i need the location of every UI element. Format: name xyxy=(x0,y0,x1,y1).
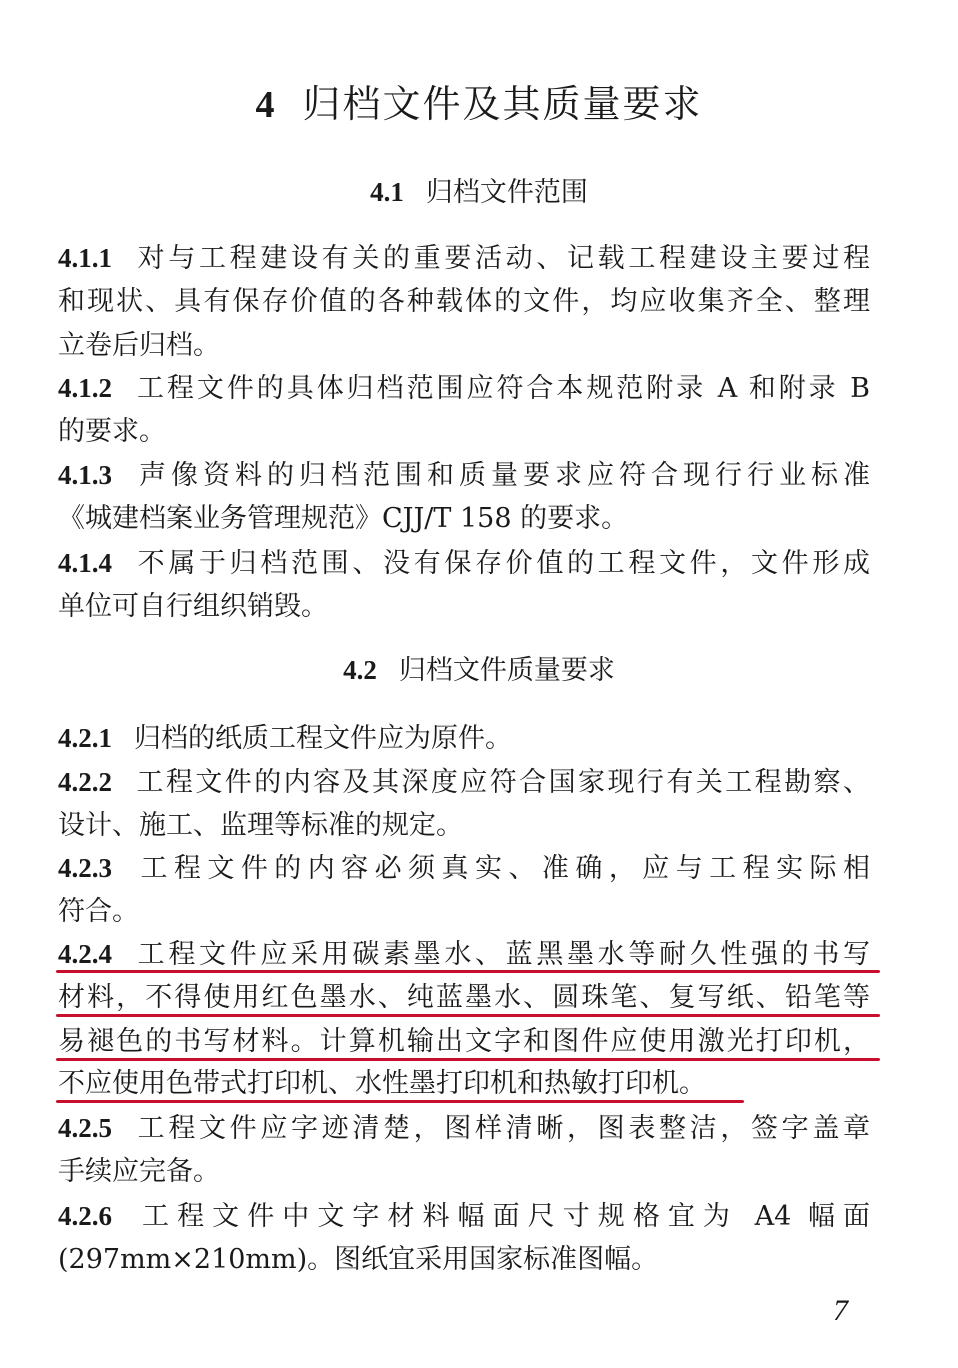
clause-4-2-5-line-2 xyxy=(58,1150,870,1194)
chapter-title xyxy=(0,78,958,131)
clause-text: 工程文件的内容及其深度应符合国家现行有关工程勘察、 xyxy=(134,767,870,798)
clause-4-1-1-line-3 xyxy=(58,324,870,368)
clause-4-2-5-line-1 xyxy=(58,1106,870,1150)
clause-number: 4.1.2 xyxy=(58,373,112,403)
clause-4-1-3-line-2 xyxy=(58,497,870,541)
clause-text: 符合。 xyxy=(58,896,139,927)
clause-number: 4.1.3 xyxy=(58,460,112,490)
section-title-text: 归档文件范围 xyxy=(425,177,588,208)
chapter-number: 4 xyxy=(255,84,277,126)
red-underline xyxy=(56,1014,880,1017)
page-number: 7 xyxy=(833,1294,848,1327)
clause-text: 工程文件应字迹清楚，图样清晰，图表整洁，签字盖章 xyxy=(134,1113,870,1144)
clause-4-2-2-line-2 xyxy=(58,804,870,848)
chapter-title-text: 归档文件及其质量要求 xyxy=(302,82,703,126)
clause-4-1-4-line-2 xyxy=(58,585,870,629)
clause-text: 工程文件应采用碳素墨水、蓝黑墨水等耐久性强的书写 xyxy=(134,939,870,970)
clause-4-2-3-line-1 xyxy=(58,846,870,890)
clause-number: 4.2.5 xyxy=(58,1113,112,1143)
clause-4-2-6-line-1 xyxy=(58,1194,870,1238)
clause-text: 和现状、具有保存价值的各种载体的文件，均应收集齐全、整理 xyxy=(58,286,870,317)
clause-text: 工程文件的内容必须真实、准确，应与工程实际相 xyxy=(134,853,870,884)
clause-4-1-2-line-1 xyxy=(58,366,870,410)
section-number: 4.1 xyxy=(370,177,404,207)
clause-text: 材料，不得使用红色墨水、纯蓝墨水、圆珠笔、复写纸、铅笔等 xyxy=(58,982,870,1013)
clause-text: 立卷后归档。 xyxy=(58,330,220,361)
clause-4-2-3-line-2 xyxy=(58,890,870,934)
red-underline xyxy=(56,1100,744,1103)
clause-4-1-3-line-1 xyxy=(58,453,870,497)
red-underline xyxy=(56,1058,880,1061)
clause-text: 不属于归档范围、没有保存价值的工程文件，文件形成 xyxy=(134,548,870,579)
clause-text: 对与工程建设有关的重要活动、记载工程建设主要过程 xyxy=(134,243,870,274)
clause-text: 声像资料的归档范围和质量要求应符合现行行业标准 xyxy=(134,460,870,491)
clause-text: 的要求。 xyxy=(58,416,166,447)
clause-text: 不应使用色带式打印机、水性墨打印机和热敏打印机。 xyxy=(58,1068,706,1099)
section-title-4-1 xyxy=(0,172,958,213)
clause-number: 4.1.4 xyxy=(58,548,112,578)
clause-number: 4.2.2 xyxy=(58,767,112,797)
clause-text: 易褪色的书写材料。计算机输出文字和图件应使用激光打印机， xyxy=(58,1026,870,1057)
clause-number: 4.2.4 xyxy=(58,939,112,969)
clause-4-1-1-line-1 xyxy=(58,236,870,280)
clause-number: 4.1.1 xyxy=(58,243,112,273)
clause-4-2-2-line-1 xyxy=(58,760,870,804)
clause-text: 单位可自行组织销毁。 xyxy=(58,591,328,622)
clause-number: 4.2.6 xyxy=(58,1201,112,1231)
clause-text: 设计、施工、监理等标准的规定。 xyxy=(58,810,463,841)
section-title-text: 归档文件质量要求 xyxy=(398,655,615,686)
clause-4-1-4-line-1 xyxy=(58,541,870,585)
clause-4-1-2-line-2 xyxy=(58,410,870,454)
clause-text: 手续应完备。 xyxy=(58,1156,220,1187)
clause-number: 4.2.1 xyxy=(58,723,112,753)
clause-text: 工程文件中文字材料幅面尺寸规格宜为 A4 幅面 xyxy=(134,1201,870,1232)
clause-number: 4.2.3 xyxy=(58,853,112,883)
clause-4-1-1-line-2 xyxy=(58,280,870,324)
section-title-4-2 xyxy=(0,650,958,691)
clause-text: (297mm×210mm)。图纸宜采用国家标准图幅。 xyxy=(58,1244,659,1275)
clause-text: 工程文件的具体归档范围应符合本规范附录 A 和附录 B xyxy=(134,373,870,404)
clause-text: 《城建档案业务管理规范》CJJ/T 158 的要求。 xyxy=(58,503,629,534)
section-number: 4.2 xyxy=(343,655,377,685)
clause-4-2-6-line-2 xyxy=(58,1238,870,1282)
clause-text: 归档的纸质工程文件应为原件。 xyxy=(134,723,512,754)
red-underline xyxy=(56,970,880,973)
clause-4-2-1-line-1 xyxy=(58,716,870,760)
